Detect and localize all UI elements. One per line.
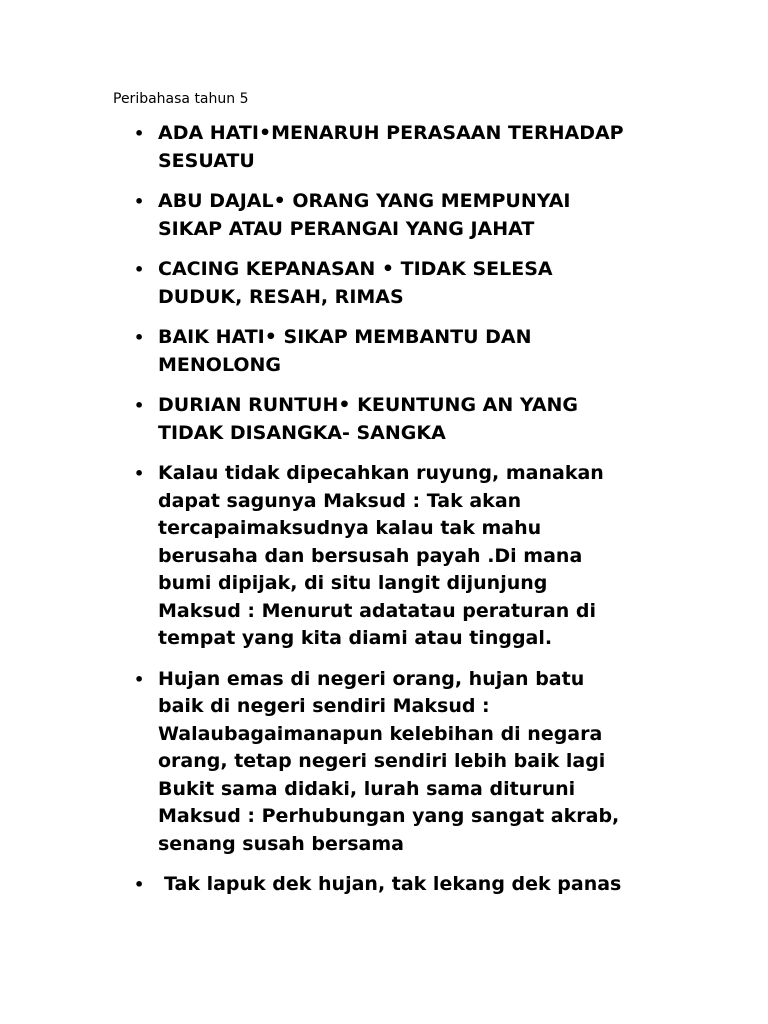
list-item-text: ADA HATI•MENARUH PERASAAN TERHADAP SESUATU <box>158 122 624 172</box>
list-item <box>130 392 650 447</box>
list-item <box>130 871 650 899</box>
bullet-icon: • <box>134 260 145 279</box>
proverb-list <box>130 120 650 912</box>
document-title: Peribahasa tahun 5 <box>113 91 249 107</box>
bullet-icon: • <box>134 328 145 347</box>
list-item <box>130 324 650 379</box>
list-item-text: Tak lapuk dek hujan, tak lekang dek panas <box>164 873 622 895</box>
list-item-text: CACING KEPANASAN • TIDAK SELESA DUDUK, RESAH, RIMAS <box>158 258 553 308</box>
list-item <box>130 666 650 859</box>
list-item <box>130 460 650 653</box>
bullet-icon: • <box>134 875 145 894</box>
list-item-text: Hujan emas di negeri orang, hujan batu baik di negeri sendiri Maksud : Walaubagaimanapun kelebihan di negara orang, tetap negeri sendiri lebih baik lagi Bukit sama didaki, lurah sama dituruni Maksud : Perhubungan yang sangat akrab, senang susah bersama <box>158 667 620 855</box>
bullet-icon: • <box>134 124 145 143</box>
list-item <box>130 188 650 243</box>
list-item <box>130 256 650 311</box>
list-item <box>130 120 650 175</box>
bullet-icon: • <box>134 192 145 211</box>
bullet-icon: • <box>134 396 145 415</box>
list-item-text: Kalau tidak dipecahkan ruyung, manakan dapat sagunya Maksud : Tak akan tercapaimaksudnya kalau tak mahu berusaha dan bersusah payah .Di mana bumi dipijak, di situ langit dijunjung Maksud : Menurut adatatau peraturan di tempat yang kita diami atau tinggal. <box>158 462 604 649</box>
list-item-text: BAIK HATI• SIKAP MEMBANTU DAN MENOLONG <box>158 326 532 376</box>
list-item-text: ABU DAJAL• ORANG YANG MEMPUNYAI SIKAP ATAU PERANGAI YANG JAHAT <box>158 190 571 240</box>
bullet-icon: • <box>134 464 145 483</box>
bullet-icon: • <box>134 669 145 689</box>
list-item-text: DURIAN RUNTUH• KEUNTUNG AN YANG TIDAK DISANGKA- SANGKA <box>158 394 579 444</box>
